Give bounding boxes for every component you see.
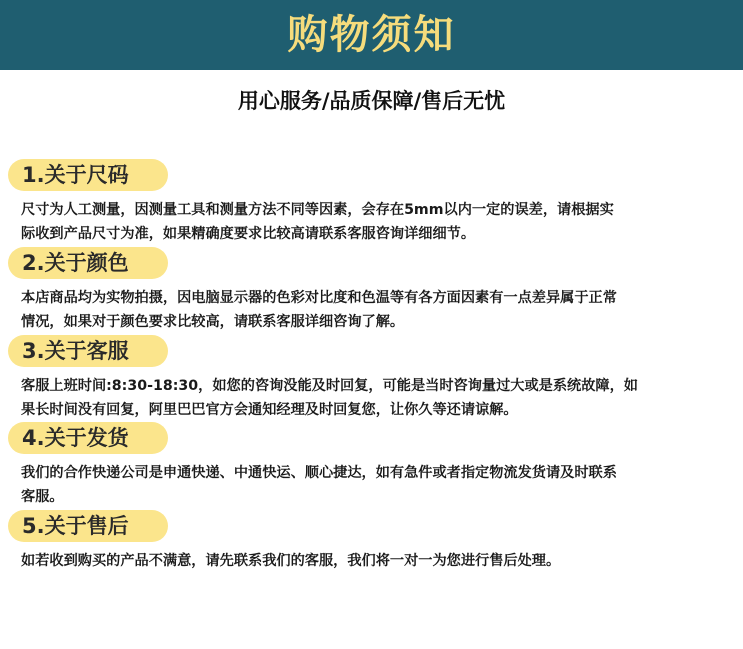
header-banner — [0, 0, 743, 70]
section-text: 我们的合作快递公司是申通快递、中通快运、顺心捷达，如有急件或者指定物流发货请及时联系 客服。 — [21, 465, 617, 505]
section-heading: 2.关于颜色 — [22, 251, 129, 275]
service-slogan: 用心服务/品质保障/售后无忧 — [237, 89, 506, 113]
section-heading: 1.关于尺码 — [22, 163, 129, 187]
section-text: 客服上班时间:8:30-18:30，如您的咨询没能及时回复，可能是当时咨询量过大或是系统故障，如 果长时间没有回复，阿里巴巴官方会通知经理及时回复您，让你久等还请谅解。 — [21, 378, 638, 418]
section-text: 尺寸为人工测量，因测量工具和测量方法不同等因素，会存在5mm以内一定的误差，请根据实 际收到产品尺寸为准，如果精确度要求比较高请联系客服咨询详细细节。 — [21, 202, 614, 242]
page-title: 购物须知 — [287, 12, 456, 58]
section-heading: 3.关于客服 — [22, 339, 129, 363]
section-text: 如若收到购买的产品不满意，请先联系我们的客服，我们将一对一为您进行售后处理。 — [21, 553, 561, 569]
section-heading: 4.关于发货 — [22, 426, 129, 450]
section-text: 本店商品均为实物拍摄，因电脑显示器的色彩对比度和色温等有各方面因素有一点差异属于正常 情况，如果对于颜色要求比较高，请联系客服详细咨询了解。 — [21, 290, 617, 330]
section-heading: 5.关于售后 — [22, 514, 129, 538]
